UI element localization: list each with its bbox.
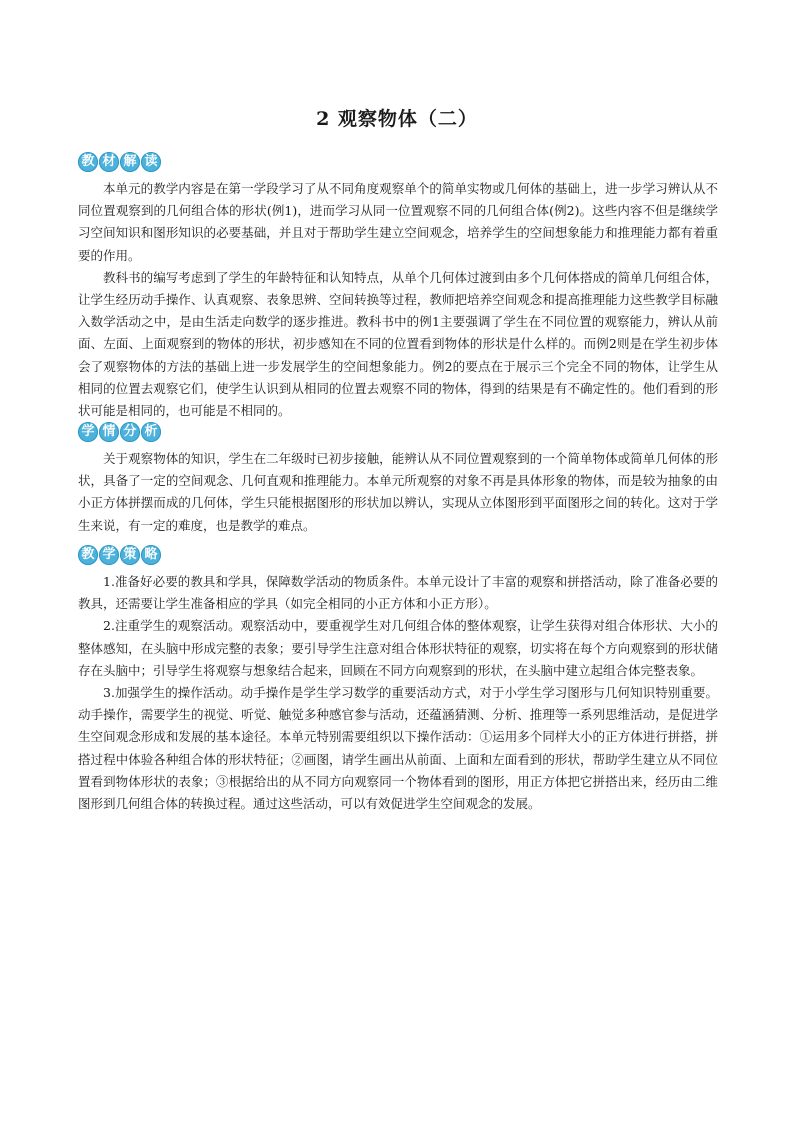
section-badge [78,545,161,565]
badge-char: 学 [78,422,98,442]
badge-char: 策 [120,545,140,565]
badge-char: 情 [99,422,119,442]
paragraph: 关于观察物体的知识，学生在二年级时已初步接触，能辨认从不同位置观察到的一个简单物体或简单几何体的形状，具备了一定的空间观念、几何直观和推理能力。本单元所观察的对象不再是具体形象的物体，而是较为抽象的由小正方体拼摆而成的几何体，学生只能根据图形的形状加以辨认，实现从立体图形到平面图形之间的转化。这对于学生来说，有一定的难度，也是教学的难点。 [78,451,718,533]
badge-char: 教 [78,545,98,565]
badge-char: 教 [78,152,98,172]
section-header [78,543,718,567]
paragraph: 3.加强学生的操作活动。动手操作是学生学习数学的重要活动方式，对于小学生学习图形与几何知识特别重要。动手操作，需要学生的视觉、听觉、触觉多种感官参与活动，还蕴涵猜测、分析、推理等一系列思维活动，是促进学生空间观念形成和发展的基本途径。本单元特别需要组织以下操作活动：①运用多个同样大小的正方体进行拼搭，拼搭过程中体验各种组合体的形状特征；②画图，请学生画出从前面、上面和左面看到的形状，帮助学生建立从不同位置看到物体形状的表象；③根据给出的从不同方向观察同一个物体看到的图形，用正方体把它拼搭出来，经历由二维图形到几何组合体的转换过程。通过这些活动，可以有效促进学生空间观念的发展。 [78,685,718,812]
section-badge [78,422,161,442]
section-header [78,150,718,174]
section-textbook-analysis [78,150,718,422]
paragraph: 1.准备好必要的教具和学具，保障数学活动的物质条件。本单元设计了丰富的观察和拼搭活动，除了准备必要的教具，还需要让学生准备相应的学具（如完全相同的小正方体和小正方形）。 [78,574,718,612]
section-teaching-strategy [78,543,718,815]
page-title: 2 观察物体（二） [316,108,478,130]
paragraph: 教科书的编写考虑到了学生的年龄特征和认知特点，从单个几何体过渡到由多个几何体搭成的简单几何组合体，让学生经历动手操作、认真观察、表象思辨、空间转换等过程，教师把培养空间观念和提高推理能力这些教学目标融入数学活动之中，是由生活走向数学的逐步推进。教科书中的例1主要强调了学生在不同位置的观察能力，辨认从前面、左面、上面观察到的物体的形状，初步感知在不同的位置看到物体的形状是什么样的。而例2则是在学生初步体会了观察物体的方法的基础上进一步发展学生的空间想象能力。例2的要点在于展示三个完全不同的物体，让学生从相同的位置去观察它们，使学生认识到从相同的位置去观察不同的物体，得到的结果是有不确定性的。他们看到的形状可能是相同的，也可能是不相同的。 [78,269,718,419]
section-header [78,420,718,444]
badge-char: 析 [141,422,161,442]
badge-char: 解 [120,152,140,172]
paragraph: 2.注重学生的观察活动。观察活动中，要重视学生对几何组合体的整体观察，让学生获得对组合体形状、大小的整体感知，在头脑中形成完整的表象；要引导学生注意对组合体形状特征的观察，切实将在每个方向观察到的形状储存在头脑中；引导学生将观察与想象结合起来，回顾在不同方向观察到的形状，在头脑中建立起组合体完整表象。 [78,618,718,678]
badge-char: 分 [120,422,140,442]
badge-char: 略 [141,545,161,565]
badge-char: 材 [99,152,119,172]
section-badge [78,152,161,172]
badge-char: 学 [99,545,119,565]
section-learner-analysis [78,420,718,537]
paragraph: 本单元的教学内容是在第一学段学习了从不同角度观察单个的简单实物或几何体的基础上，进一步学习辨认从不同位置观察到的几何组合体的形状(例1)，进而学习从同一位置观察不同的几何组合体(例2)。这些内容不但是继续学习空间知识和图形知识的必要基础，并且对于帮助学生建立空间观念，培养学生的空间想象能力和推理能力都有着重要的作用。 [78,181,718,263]
badge-char: 读 [141,152,161,172]
